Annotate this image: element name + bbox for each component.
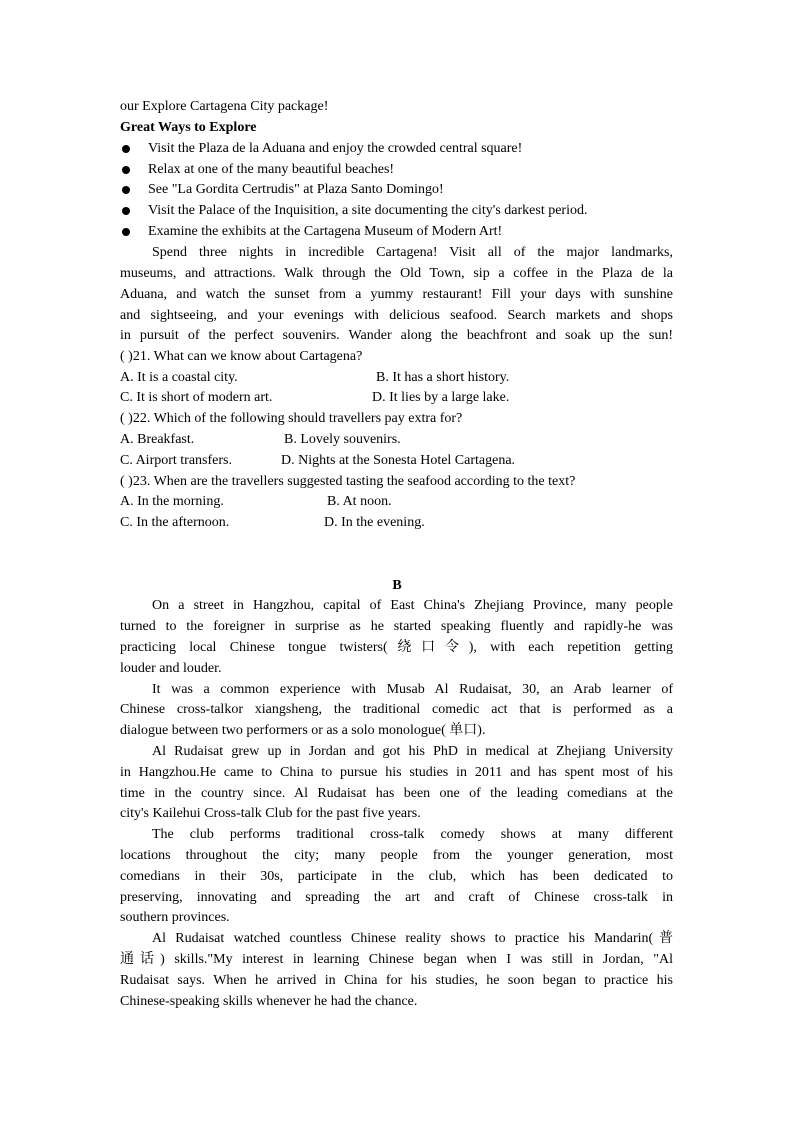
bullet-dot	[122, 186, 130, 194]
paragraph-line: preserving, innovating and spreading the art and craft of Chinese cross-talk in	[120, 890, 673, 905]
bullet-dot	[122, 228, 130, 236]
paragraph-line: locations throughout the city; many people from the younger generation, most	[120, 848, 673, 863]
option-a: A. Breakfast.	[120, 432, 195, 447]
bullet-item: Examine the exhibits at the Cartagena Museum of Modern Art!	[148, 224, 503, 239]
paragraph-line: Al Rudaisat watched countless Chinese reality shows to practice his Mandarin(普	[152, 931, 673, 946]
option-c: C. Airport transfers.	[120, 453, 232, 468]
paragraph-line: It was a common experience with Musab Al Rudaisat, 30, an Arab learner of	[152, 682, 673, 697]
option-b: B. At noon.	[327, 494, 392, 509]
paragraph-line: Chinese-speaking skills whenever he had the chance.	[120, 994, 418, 1009]
option-d: D. Nights at the Sonesta Hotel Cartagena.	[281, 453, 516, 468]
passage-b-heading: B	[392, 578, 402, 593]
option-d: D. It lies by a large lake.	[372, 390, 510, 405]
option-c: C. It is short of modern art.	[120, 390, 273, 405]
paragraph-line: and sightseeing, and your evenings with delicious seafood. Search markets and shops	[120, 308, 673, 323]
intro-line: our Explore Cartagena City package!	[120, 99, 329, 114]
paragraph-line: Chinese cross-talkor xiangsheng, the traditional comedic act that is performed as a	[120, 702, 673, 717]
section-heading: Great Ways to Explore	[120, 120, 257, 135]
paragraph-line: Aduana, and watch the sunset from a yummy restaurant! Fill your days with sunshine	[120, 287, 673, 302]
option-b: B. It has a short history.	[376, 370, 510, 385]
bullet-item: See "La Gordita Certrudis" at Plaza Santo Domingo!	[148, 182, 444, 197]
paragraph-line: 通话) skills."My interest in learning Chinese began when I was still in Jordan, "Al	[120, 952, 673, 967]
question-stem: ( )22. Which of the following should travellers pay extra for?	[120, 411, 463, 426]
question-stem: ( )23. When are the travellers suggested tasting the seafood according to the text?	[120, 474, 576, 489]
paragraph-line: museums, and attractions. Walk through the Old Town, sip a coffee in the Plaza de la	[120, 266, 673, 281]
question-stem: ( )21. What can we know about Cartagena?	[120, 349, 363, 364]
option-d: D. In the evening.	[324, 515, 425, 530]
paragraph-line: practicing local Chinese tongue twisters(绕口令), with each repetition getting	[120, 640, 673, 655]
paragraph-line: southern provinces.	[120, 910, 230, 925]
paragraph-line: The club performs traditional cross-talk comedy shows at many different	[152, 827, 673, 842]
option-a: A. In the morning.	[120, 494, 224, 509]
paragraph-line: dialogue between two performers or as a solo monologue( 单口).	[120, 723, 486, 738]
bullet-dot	[122, 207, 130, 215]
paragraph-line: Spend three nights in incredible Cartagena! Visit all of the major landmarks,	[152, 245, 673, 260]
bullet-item: Visit the Plaza de la Aduana and enjoy the crowded central square!	[148, 141, 523, 156]
paragraph-line: in pursuit of the perfect souvenirs. Wander along the beachfront and soak up the sun!	[120, 328, 673, 343]
option-a: A. It is a coastal city.	[120, 370, 238, 385]
paragraph-line: time in the country since. Al Rudaisat has been one of the leading comedians at the	[120, 786, 673, 801]
bullet-item: Relax at one of the many beautiful beaches!	[148, 162, 395, 177]
bullet-item: Visit the Palace of the Inquisition, a site documenting the city's darkest period.	[148, 203, 588, 218]
paragraph-line: in Hangzhou.He came to China to pursue his studies in 2011 and has spent most of his	[120, 765, 673, 780]
paragraph-line: comedians in their 30s, participate in the club, which has been dedicated to	[120, 869, 673, 884]
paragraph-line: Al Rudaisat grew up in Jordan and got his PhD in medical at Zhejiang University	[152, 744, 673, 759]
paragraph-line: Rudaisat says. When he arrived in China for his studies, he soon began to practice his	[120, 973, 673, 988]
paragraph-line: turned to the foreigner in surprise as he started speaking fluently and rapidly-he was	[120, 619, 673, 634]
paragraph-line: city's Kailehui Cross-talk Club for the past five years.	[120, 806, 421, 821]
paragraph-line: On a street in Hangzhou, capital of East China's Zhejiang Province, many people	[152, 598, 673, 613]
option-b: B. Lovely souvenirs.	[284, 432, 401, 447]
option-c: C. In the afternoon.	[120, 515, 230, 530]
paragraph-line: louder and louder.	[120, 661, 222, 676]
bullet-dot	[122, 166, 130, 174]
bullet-dot	[122, 145, 130, 153]
